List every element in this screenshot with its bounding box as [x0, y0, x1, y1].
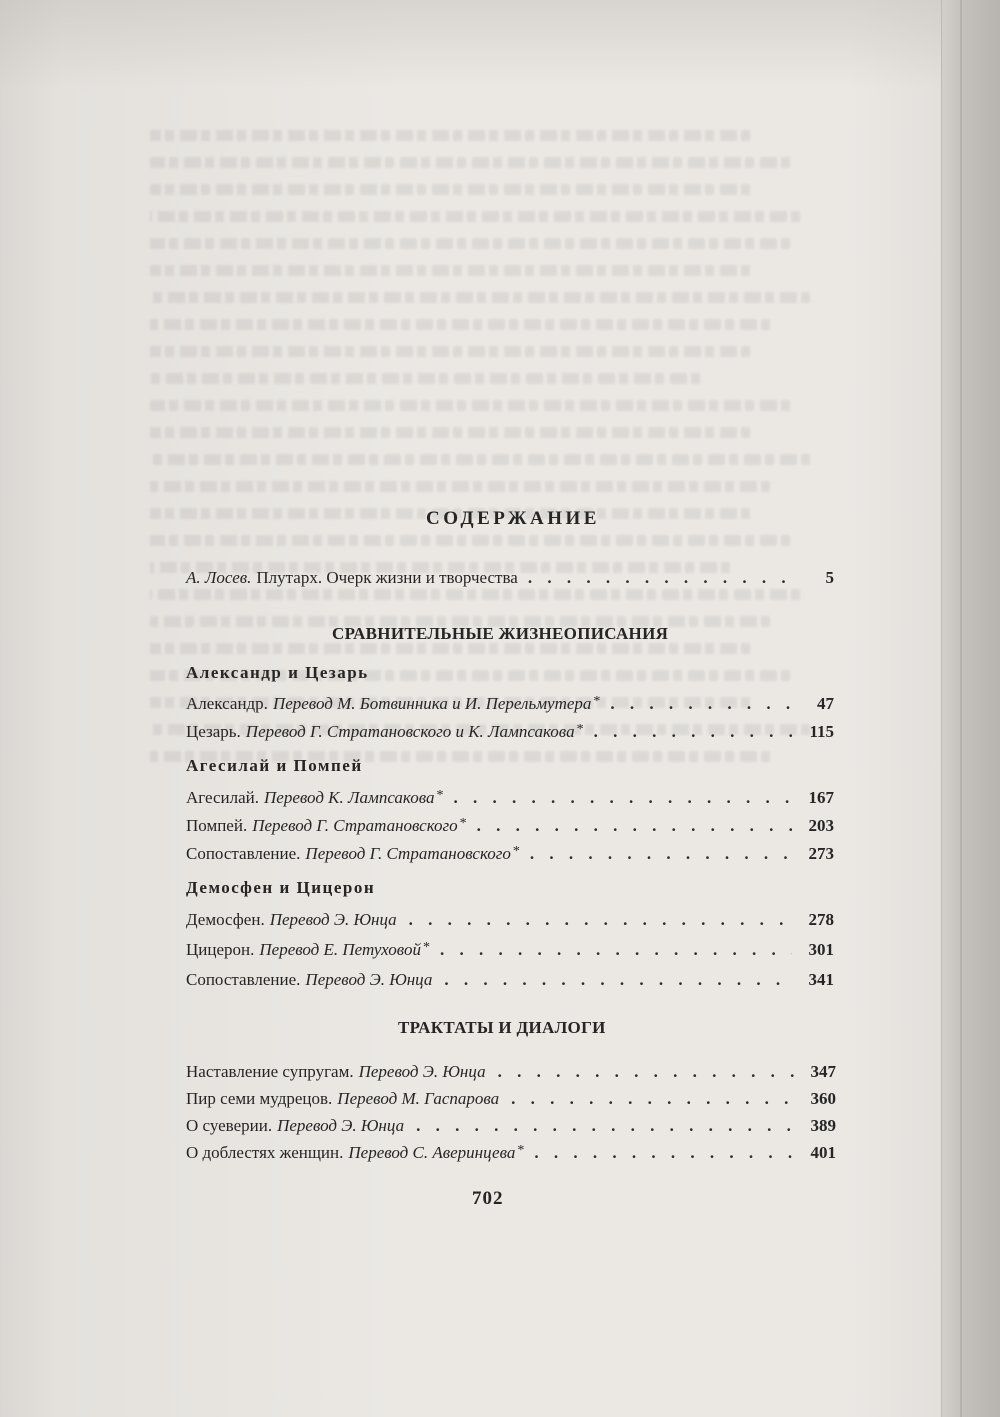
entry-translator: Перевод Э. Юнца — [305, 970, 433, 989]
entry-page-number: 341 — [808, 970, 834, 989]
group-title: Агесилай и Помпей — [186, 756, 363, 775]
leader-dots — [498, 1062, 794, 1082]
entry-title: Наставление супругам. — [186, 1062, 354, 1081]
entry-footnote-mark: * — [512, 844, 520, 859]
leader-dots — [409, 910, 792, 930]
leader-dots — [477, 816, 792, 836]
page-number: 702 — [472, 1188, 504, 1209]
entry-page-number: 5 — [825, 568, 834, 587]
entry-title: Цезарь. — [186, 722, 241, 741]
entry-page-number: 167 — [808, 788, 834, 807]
toc-entry — [186, 844, 834, 868]
leader-dots — [444, 970, 792, 990]
entry-page-number: 347 — [810, 1062, 836, 1081]
entry-translator: Перевод К. Лампсакова — [264, 788, 435, 807]
entry-page-number: 389 — [810, 1116, 836, 1135]
toc-entry — [186, 1062, 836, 1086]
entry-footnote-mark: * — [576, 722, 584, 737]
entry-translator: Перевод Е. Петуховой — [259, 940, 421, 959]
leader-dots — [416, 1116, 794, 1136]
entry-title: Сопоставление. — [186, 844, 301, 863]
section-title: ТРАКТАТЫ И ДИАЛОГИ — [398, 1018, 606, 1037]
leader-dots — [530, 844, 792, 864]
leader-dots — [610, 694, 792, 714]
toc-entry — [186, 816, 834, 840]
entry-page-number: 47 — [817, 694, 834, 713]
toc-entry — [186, 910, 834, 934]
entry-title: Сопоставление. — [186, 970, 301, 989]
page-shadow — [0, 0, 1000, 90]
entry-translator: Перевод Г. Стратановского и К. Лампсакова — [245, 722, 575, 741]
entry-translator: Перевод Э. Юнца — [277, 1116, 405, 1135]
entry-page-number: 273 — [808, 844, 834, 863]
toc-entry-intro — [186, 568, 834, 592]
group-title: Демосфен и Цицерон — [186, 878, 376, 897]
entry-footnote-mark: * — [422, 940, 430, 955]
entry-footnote-mark: * — [517, 1143, 525, 1158]
entry-translator: Перевод М. Ботвинника и И. Перельмутера — [272, 694, 592, 713]
entry-footnote-mark: * — [436, 788, 444, 803]
entry-title: Александр. — [186, 694, 268, 713]
spine-edge — [960, 0, 962, 1417]
leader-dots — [454, 788, 793, 808]
leader-dots — [511, 1089, 794, 1109]
entry-page-number: 301 — [808, 940, 834, 959]
leader-dots — [440, 940, 792, 960]
toc-entry — [186, 940, 834, 964]
entry-translator: Перевод Э. Юнца — [269, 910, 397, 929]
entry-title: Агесилай. — [186, 788, 260, 807]
entry-title: Помпей. — [186, 816, 248, 835]
entry-page-number: 401 — [810, 1143, 836, 1162]
entry-author: А. Лосев. — [186, 568, 252, 587]
toc-entry — [186, 694, 834, 718]
section-title: СРАВНИТЕЛЬНЫЕ ЖИЗНЕОПИСАНИЯ — [332, 624, 669, 643]
entry-translator: Перевод Э. Юнца — [358, 1062, 486, 1081]
toc-title: СОДЕРЖАНИЕ — [426, 508, 600, 529]
toc-entry — [186, 788, 834, 812]
leader-dots — [528, 568, 792, 588]
entry-title: Плутарх. Очерк жизни и творчества — [256, 568, 518, 587]
entry-translator: Перевод Г. Стратановского — [305, 844, 511, 863]
toc-entry — [186, 1143, 836, 1167]
entry-page-number: 203 — [808, 816, 834, 835]
entry-page-number: 278 — [808, 910, 834, 929]
entry-translator: Перевод С. Аверинцева — [348, 1143, 516, 1162]
entry-footnote-mark: * — [459, 816, 467, 831]
entry-title: Пир семи мудрецов. — [186, 1089, 333, 1108]
entry-title: Демосфен. — [186, 910, 265, 929]
leader-dots — [534, 1143, 794, 1163]
toc-entry — [186, 970, 834, 994]
entry-translator: Перевод Г. Стратановского — [252, 816, 458, 835]
entry-title: О доблестях женщин. — [186, 1143, 344, 1162]
toc-entry — [186, 1089, 836, 1113]
group-title: Александр и Цезарь — [186, 663, 369, 682]
toc-entry — [186, 1116, 836, 1140]
toc-entry — [186, 722, 834, 746]
entry-title: Цицерон. — [186, 940, 255, 959]
entry-title: О суеверии. — [186, 1116, 273, 1135]
leader-dots — [594, 722, 792, 742]
entry-page-number: 115 — [809, 722, 834, 741]
entry-translator: Перевод М. Гаспарова — [337, 1089, 500, 1108]
entry-page-number: 360 — [810, 1089, 836, 1108]
book-spine — [941, 0, 1000, 1417]
entry-footnote-mark: * — [593, 694, 601, 709]
